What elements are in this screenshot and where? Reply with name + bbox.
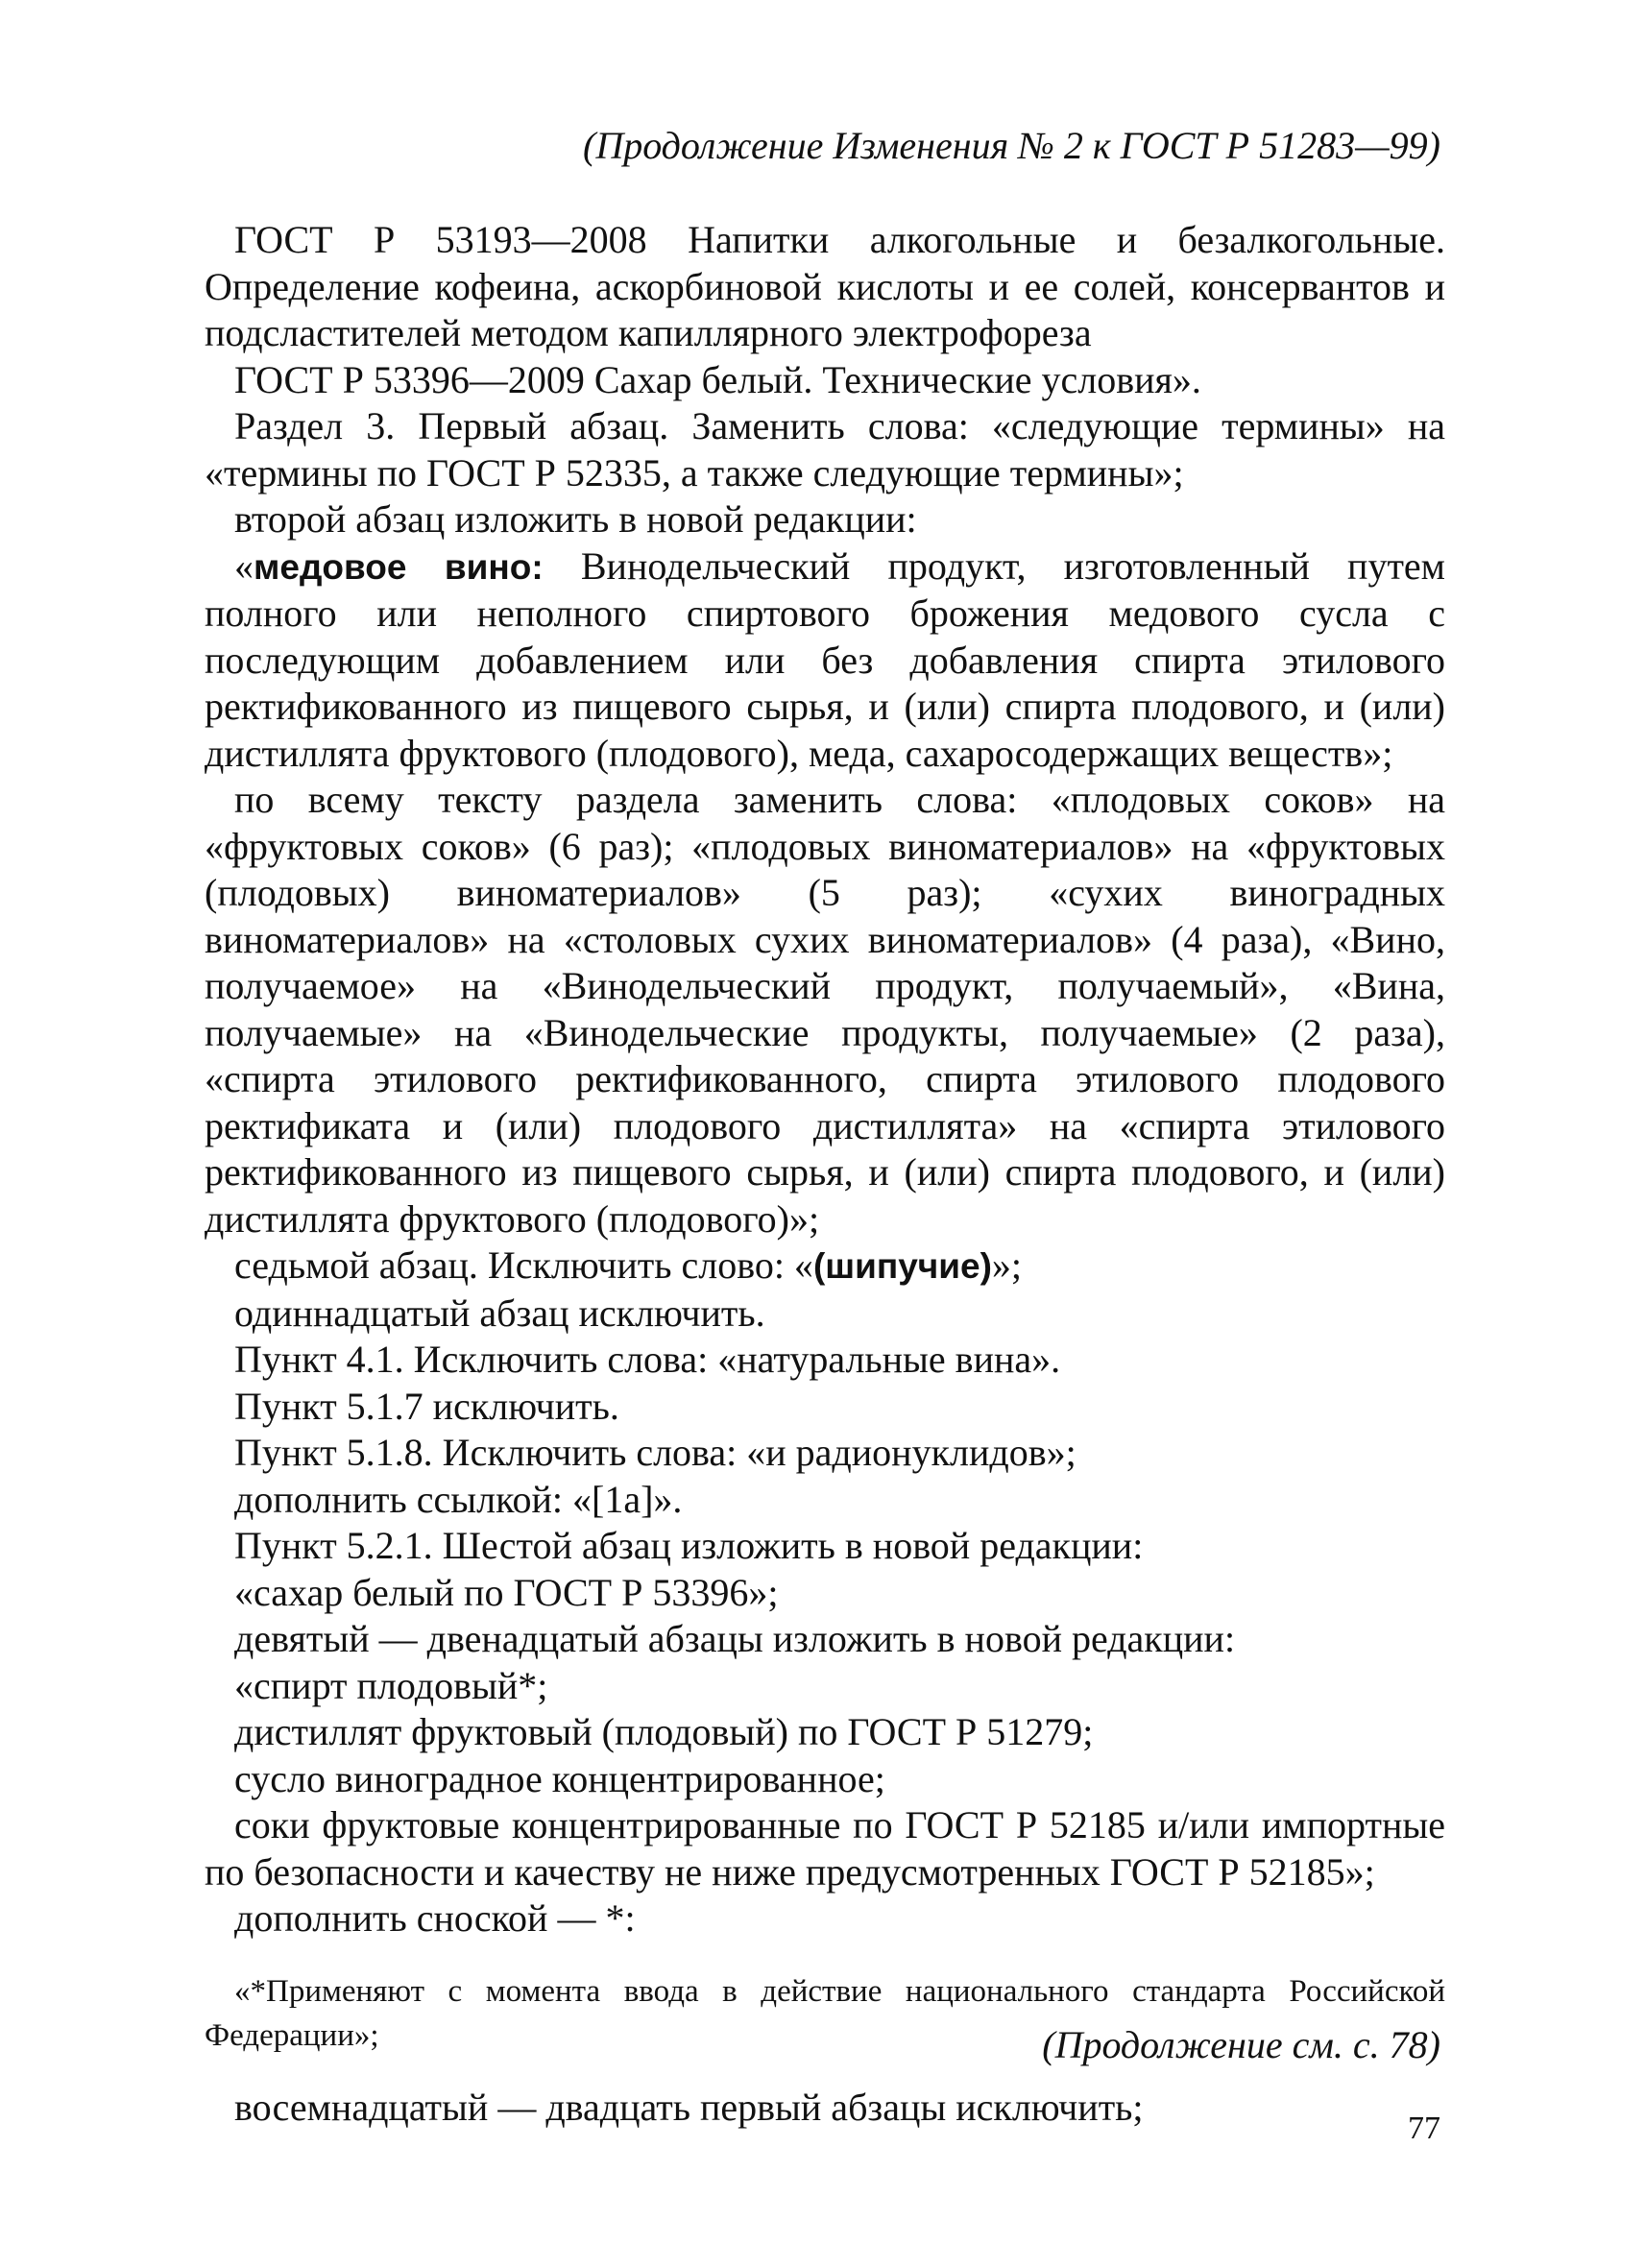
- paragraph: Раздел 3. Первый абзац. Заменить слова: «следующие термины» на «термины по ГОСТ Р 52335, а также следующие термины»;: [205, 404, 1445, 495]
- paragraph: Пункт 4.1. Исключить слова: «натуральные вина».: [234, 1338, 1061, 1381]
- definition-text: Винодельческий продукт, изготовленный путем полного или неполного спиртового брожения медового сусла с последующим добавлением или без добавления спирта этилового ректификованного из пищевого сырья, и (или) спирта плодового, и (или) дистиллята фруктового (плодового), меда, сахаросодержащих веществ»;: [205, 543, 1445, 775]
- paragraph: по всему тексту раздела заменить слова: «плодовых соков» на «фруктовых соков» (6 раз); «плодовых виноматериалов» на «фруктовых (плодовых) виноматериалов» (5 раз); «сухих виноградных виноматериалов» на «столовых сухих виноматериалов» (4 раза), «Вино, получаемое» на «Винодельческий продукт, получаемый», «Вина, получаемые» на «Винодельческие продукты, получаемые» (2 раза), «спирта этилового ректификованного, спирта этилового плодового ректификата и (или) плодового дистиллята» на «спирта этилового ректификованного из пищевого сырья, и (или) спирта плодового, и (или) дистиллята фруктового (плодового)»;: [205, 778, 1445, 1241]
- paragraph: [205, 1243, 1445, 1291]
- paragraph: «сахар белый по ГОСТ Р 53396»;: [234, 1570, 779, 1614]
- paragraph: дополнить сноской — *:: [234, 1896, 636, 1940]
- paragraph: ГОСТ Р 53193—2008 Напитки алкогольные и безалкогольные. Определение кофеина, аскорбиновой кислоты и ее солей, консервантов и подсластителей методом капиллярного электрофореза: [205, 218, 1445, 354]
- paragraph: Пункт 5.1.7 исключить.: [234, 1384, 619, 1428]
- continuation-header: (Продолжение Изменения № 2 к ГОСТ Р 51283—99): [583, 124, 1440, 167]
- excluded-word: (шипучие): [812, 1246, 992, 1286]
- paragraph: Пункт 5.2.1. Шестой абзац изложить в новой редакции:: [234, 1524, 1144, 1567]
- text-before: седьмой абзац. Исключить слово: «: [234, 1243, 813, 1287]
- continuation-footer: (Продолжение см. с. 78): [1042, 2023, 1440, 2066]
- page-number: 77: [1408, 2111, 1440, 2146]
- definition-paragraph: [205, 543, 1445, 778]
- paragraph: сусло виноградное концентрированное;: [234, 1756, 885, 1800]
- paragraph: дополнить ссылкой: «[1а]».: [234, 1477, 683, 1521]
- paragraph: ГОСТ Р 53396—2009 Сахар белый. Технические условия».: [234, 357, 1201, 401]
- paragraph: «спирт плодовый*;: [234, 1663, 548, 1707]
- text-after: »;: [991, 1243, 1023, 1287]
- paragraph: второй абзац изложить в новой редакции:: [234, 497, 917, 541]
- defined-term: медовое вино:: [254, 546, 544, 587]
- paragraph: одиннадцатый абзац исключить.: [234, 1291, 765, 1335]
- quote-open: «: [234, 543, 254, 588]
- document-body: [205, 217, 1445, 2131]
- paragraph: Пункт 5.1.8. Исключить слова: «и радионуклидов»;: [234, 1431, 1077, 1474]
- paragraph: соки фруктовые концентрированные по ГОСТ Р 52185 и/или импортные по безопасности и качеству не ниже предусмотренных ГОСТ Р 52185»;: [205, 1803, 1445, 1894]
- paragraph: восемнадцатый — двадцать первый абзацы исключить;: [234, 2085, 1144, 2129]
- paragraph: дистиллят фруктовый (плодовый) по ГОСТ Р 51279;: [234, 1710, 1094, 1753]
- paragraph: девятый — двенадцатый абзацы изложить в новой редакции:: [234, 1617, 1236, 1660]
- footnote: «*Применяют с момента ввода в действие национального стандарта Российской Федерации»;: [205, 1973, 1445, 2053]
